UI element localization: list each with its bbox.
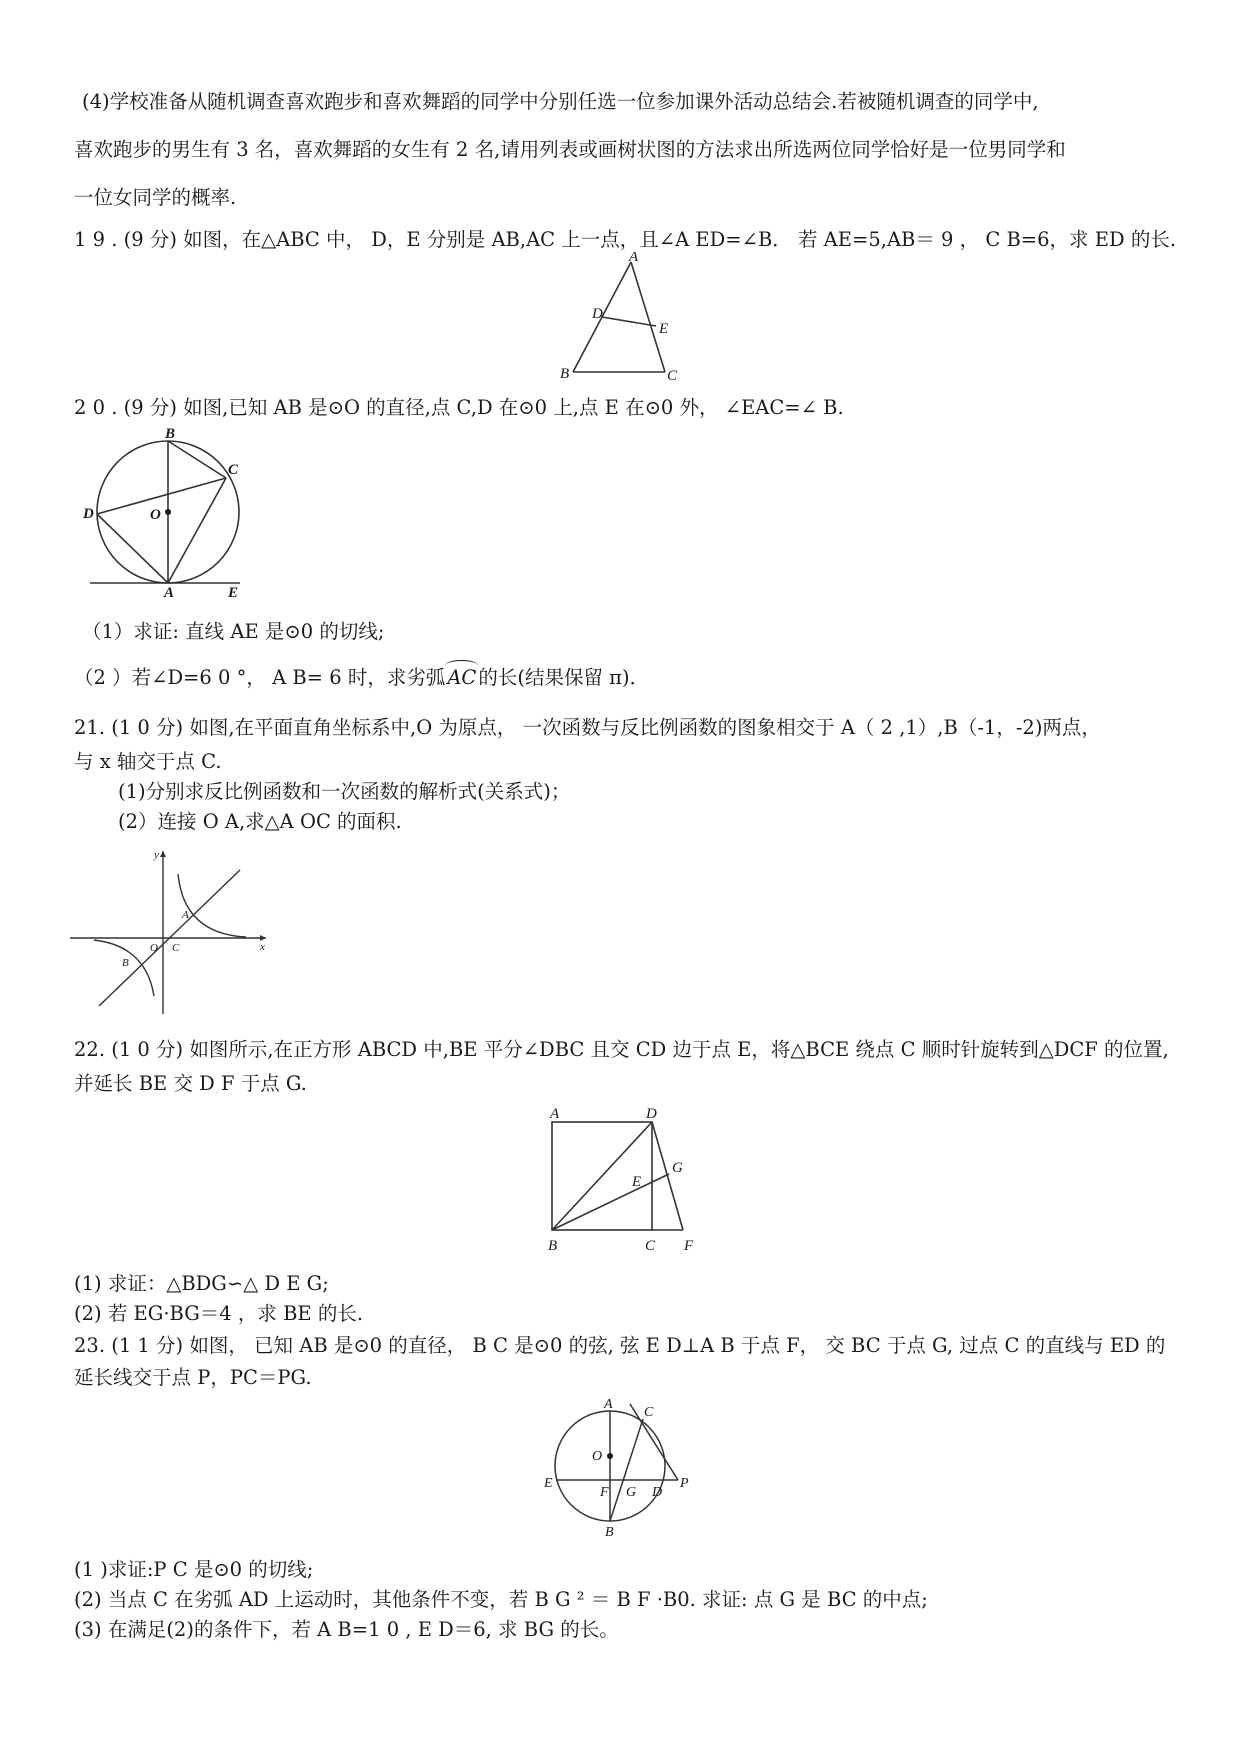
q22-label-e: E xyxy=(632,1174,642,1190)
q21-label-o: O xyxy=(150,942,158,954)
q23-line1: 23. (1 1 分) 如图， 已知 AB 是⊙0 的直径， B C 是⊙0 的弦, 弦 E D⊥A B 于点 F， 交 BC 于点 G, 过点 C 的直线与 ED 的 xyxy=(74,1334,1166,1357)
q21-graph-figure xyxy=(70,846,270,1016)
q23-label-o: O xyxy=(592,1449,603,1464)
q22-square-figure xyxy=(540,1104,720,1254)
q23-circle-figure xyxy=(540,1394,720,1544)
q22-part1: (1) 求证：△BDG∽△ D E G; xyxy=(74,1272,329,1295)
q20-label-e: E xyxy=(228,585,239,598)
q20-part2-prefix: （2 ）若∠D=6 0 °， A B= 6 时，求劣弧 xyxy=(74,666,446,689)
q23-label-d: D xyxy=(652,1485,663,1500)
q21-label-c: C xyxy=(172,942,180,954)
q19-triangle-figure xyxy=(545,252,705,380)
q21-line1: 21. (1 0 分) 如图,在平面直角坐标系中,O 为原点， 一次函数与反比例函数的图象相交于 A（ 2 ,1）,B（-1，-2)两点， xyxy=(74,716,1101,739)
q21-line2: 与 x 轴交于点 C. xyxy=(74,750,222,773)
q20-text: 2 0 . (9 分) 如图,已知 AB 是⊙O 的直径,点 C,D 在⊙0 上,点 E 在⊙0 外， ∠EAC=∠ B. xyxy=(74,396,844,419)
q20-circle-figure xyxy=(80,418,260,598)
q19-label-a: A xyxy=(629,252,639,265)
q23-part2: (2) 当点 C 在劣弧 AD 上运动时，其他条件不变，若 B G ² ＝ B F ·B0. 求证: 点 G 是 BC 的中点; xyxy=(74,1588,928,1611)
q23-label-p: P xyxy=(680,1476,689,1491)
q20-part2-suffix: 的长(结果保留 π)． xyxy=(478,666,650,689)
q20-label-b: B xyxy=(165,426,176,442)
q18-part4-line3: 一位女同学的概率. xyxy=(74,186,237,209)
q21-label-x: x xyxy=(260,941,265,953)
q19-label-b: B xyxy=(560,366,570,380)
q23-label-c: C xyxy=(644,1405,654,1420)
q20-label-d: D xyxy=(83,506,94,522)
q21-part1: (1)分别求反比例函数和一次函数的解析式(关系式)； xyxy=(118,780,571,803)
q22-label-b: B xyxy=(548,1238,558,1254)
q23-part1: (1 )求证:P C 是⊙0 的切线; xyxy=(74,1558,314,1581)
q21-label-a: A xyxy=(182,909,189,921)
q20-label-o: O xyxy=(150,507,161,523)
q20-label-a: A xyxy=(164,585,175,598)
q22-label-g: G xyxy=(672,1160,683,1176)
q20-part1: （1）求证: 直线 AE 是⊙0 的切线; xyxy=(82,620,385,643)
q23-part3: (3) 在满足(2)的条件下，若 A B=1 0 , E D＝6, 求 BG 的长。 xyxy=(74,1618,619,1641)
q18-part4-line2: 喜欢跑步的男生有 3 名，喜欢舞蹈的女生有 2 名,请用列表或画树状图的方法求出所选两位同学恰好是一位男同学和 xyxy=(74,138,1066,161)
q20-arc-ac: AC xyxy=(445,666,478,689)
q21-part2: (2）连接 O A,求△A OC 的面积. xyxy=(118,810,402,833)
q22-label-d: D xyxy=(646,1106,657,1122)
q20-part2 xyxy=(74,662,649,690)
q19-label-d: D xyxy=(592,306,603,322)
q22-label-a: A xyxy=(550,1106,560,1122)
q23-label-e: E xyxy=(544,1476,553,1491)
q19-text: 1 9 . (9 分) 如图，在△ABC 中， D，E 分别是 AB,AC 上一点，且∠A ED=∠B． 若 AE=5,AB＝ 9 ， C B=6，求 ED 的长. xyxy=(74,228,1177,251)
q19-label-c: C xyxy=(667,368,678,380)
q23-label-a: A xyxy=(604,1397,613,1412)
q18-part4-line1: (4)学校准备从随机调查喜欢跑步和喜欢舞蹈的同学中分别任选一位参加课外活动总结会.若被随机调查的同学中, xyxy=(82,90,1039,113)
q23-label-f: F xyxy=(600,1485,609,1500)
q22-part2: (2) 若 EG·BG＝4 ，求 BE 的长. xyxy=(74,1302,364,1325)
q22-line1: 22. (1 0 分) 如图所示,在正方形 ABCD 中,BE 平分∠DBC 且交 CD 边于点 E，将△BCE 绕点 C 顺时针旋转到△DCF 的位置, xyxy=(74,1038,1169,1061)
q23-line2: 延长线交于点 P，PC＝PG. xyxy=(74,1366,312,1389)
q19-label-e: E xyxy=(659,321,669,337)
q23-label-g: G xyxy=(626,1485,637,1500)
q21-label-y: y xyxy=(154,849,159,861)
q22-label-c: C xyxy=(645,1238,656,1254)
q23-label-b: B xyxy=(605,1525,614,1540)
q22-label-f: F xyxy=(684,1238,694,1254)
q20-label-c: C xyxy=(228,462,239,478)
q21-label-b: B xyxy=(122,957,129,969)
q22-line2: 并延长 BE 交 D F 于点 G. xyxy=(74,1072,308,1095)
